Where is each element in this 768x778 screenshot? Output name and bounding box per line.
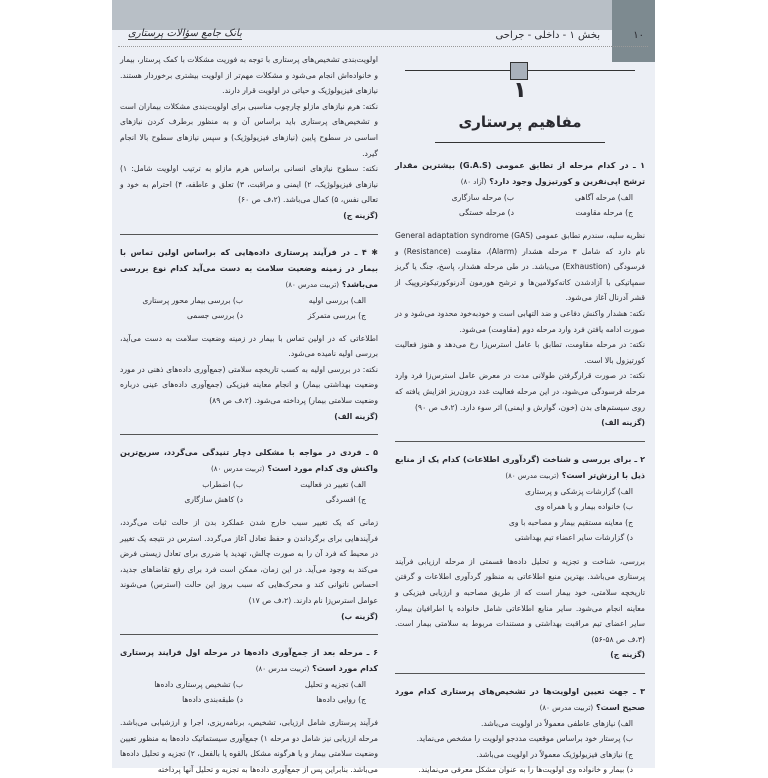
question-1-options: الف) مرحله آگاهی ب) مرحله سازگاری ج) مرحله مقاومت د) مرحله خستگی [451, 193, 633, 217]
question-6: ۶ ـ مرحله بعد از جمع‌آوری داده‌ها در مرحله اول فرایند پرستاری کدام مورد است؟ (تربیت مدرس ۸۰) [120, 648, 378, 674]
note: نکته: سطوح نیازهای انسانی براساس هرم مازلو به ترتیب اولویت شامل: ۱) نیازهای فیزیولوژیک، ۲) ایمنی و مراقبت، ۳) تعلق و عاطفه، ۴) احترام به خود و تعالی نفس، ۵) کمال می‌باشد. (۲،ف ص ۶۰) [120, 164, 378, 205]
question-4: ✱ ۴ ـ در فرآیند پرستاری داده‌هایی که براساس اولین تماس با بیمار در زمینه وضعیت سلامت به دست می‌آید کدام نوع بررسی می‌باشد؟ (تربیت مدرس ۸۰) [120, 247, 378, 289]
question-5: ۵ ـ فردی در مواجه با مشکلی دچار تنیدگی می‌گردد، سریع‌ترین واکنش وی کدام مورد است؟ (تربیت مدرس ۸۰) [120, 448, 378, 474]
answer-label: (گزینه ب) [341, 611, 378, 621]
left-column [120, 52, 378, 778]
divider [120, 634, 378, 635]
divider [435, 142, 605, 143]
answer-explanation: اطلاعاتی که در اولین تماس با بیمار در زمینه وضعیت سلامت به دست می‌آید، بررسی اولیه نامیده می‌شود. [120, 333, 378, 359]
question-2-options: الف) گزارشات پزشکی و پرستاری ب) خانواده بیمار و یا همراه وی ج) معاینه مستقیم بیمار و مصاحبه با وی د) گزارشات سایر اعضاء تیم بهداشتی [508, 486, 633, 543]
note: نکته: هرم نیازهای مازلو چارچوب مناسبی برای اولویت‌بندی مشکلات بیماران است و تشخیص‌های پرستاری باید براساس آن و به منظور برطرف کردن نیازهای اساسی در سطوح پایین (نیازهای فیزیولوژیک) و سپس نیازهای سطوح بالا انجام گیرد. [120, 101, 378, 158]
chapter-title: مفاهیم پرستاری [458, 113, 582, 131]
answer-explanation: بررسی، شناخت و تجزیه و تحلیل داده‌ها قسمتی از مرحله ارزیابی فرآیند پرستاری می‌باشد. بهترین منبع اطلاعاتی به منظور گردآوری اطلاعات و گرفتن تاریخچه سلامتی، خود بیمار است که از طریق مصاحبه و ارزیابی فیزیکی و معاینه انجام می‌شود. سایر منابع اطلاعاتی شامل خانواده یا اطرافیان بیمار، سایر اعضای تیم مراقبت بهداشتی و مستندات مربوط به سلامتی بیمار است. (۳،ف ص ۵۸-۵۶) [395, 556, 645, 644]
question-3: ۳ ـ جهت تعیین اولویت‌ها در تشخیص‌های پرستاری کدام مورد صحیح است؟ (تربیت مدرس ۸۰) [395, 686, 645, 712]
divider [120, 234, 378, 235]
answer-label: (گزینه الف) [601, 418, 645, 428]
note: نکته: در بررسی اولیه به کسب تاریخچه سلامتی (جمع‌آوری داده‌های ذهنی در مورد وضعیت بهداشتی بیمار) و انجام معاینه فیزیکی (جمع‌آوری داده‌های عینی درباره وضعیت سلامتی بیمار) پرداخته می‌شود. (۲،ف ص ۸۹) [120, 364, 378, 405]
note: نکته: در صورت قرارگرفتن طولانی مدت در معرض عامل استرس‌زا فرد وارد مرحله فرسودگی می‌شود، در این مرحله فعالیت غدد درون‌ریز افزایش یافته که روی سیستم‌های بدن (خون، گوارش و ایمنی) اثر سوء دارد. (۲،ف ص ۹۰) [395, 371, 645, 412]
divider [395, 441, 645, 442]
question-2: ۲ ـ برای بررسی و شناخت (گردآوری اطلاعات) کدام یک از منابع ذیل با ارزش‌تر است؟ (تربیت مدرس ۸۰) [395, 454, 645, 480]
question-4-options: الف) بررسی اولیه ب) بررسی بیمار محور پرستاری ج) بررسی متمرکز د) بررسی جسمی [142, 295, 366, 320]
note: نکته: در مرحله مقاومت، تطابق با عامل استرس‌زا رخ می‌دهد و هنوز فعالیت کورتیزول بالا است. [395, 340, 645, 365]
chapter-heading [395, 52, 645, 150]
page-number: ۱۰ [633, 30, 644, 41]
section-title: بخش ۱ - داخلی - جراحی [495, 30, 600, 41]
question-6-options: الف) تجزیه و تحلیل ب) تشخیص پرستاری داده‌ها ج) روایی داده‌ها د) طبقه‌بندی داده‌ها [154, 680, 366, 705]
note: نکته: هشدار واکنش دفاعی و ضد التهابی است و خودبه‌خود محدود می‌شود و در صورت ادامه یافتن فرد وارد مرحله دوم (مقاومت) می‌شود. [395, 308, 645, 334]
answer-label: (گزینه ج) [610, 650, 645, 660]
page-header [118, 30, 648, 47]
answer-explanation: اولویت‌بندی تشخیص‌های پرستاری با توجه به فوریت مشکلات با کمک پرستار، بیمار و خانواده‌اش انجام می‌شود و مشکلات مهم‌تر از اولویت بیشتری برخوردار هستند. نیازهای فیزیولوژیک و حیاتی در اولویت قرار دارند. [120, 55, 378, 96]
star-icon: ✱ [371, 247, 378, 257]
divider [395, 673, 645, 674]
divider [120, 434, 378, 435]
answer-explanation: نظریه سلیه، سندرم تطابق عمومی (GAS) General adaptation syndrome نام دارد که شامل ۳ مرحله هشدار (Alarm)، مقاومت (Resistance) و فرسودگی (Exhaustion) می‌باشد. در طی مرحله هشدار، پاسخ، جنگ یا گریز سمپاتیکی با آزادشدن کاته‌کولامین‌ها و ترشح هورمون آدرنوکورتیکوتروپیک از قشر آدرنال آغاز می‌شود. [395, 231, 645, 303]
book-title: بانک جامع سؤالات پرستاری [128, 28, 242, 39]
answer-explanation: فرآیند پرستاری شامل ارزیابی، تشخیص، برنامه‌ریزی، اجرا و ارزشیابی می‌باشد. مرحله ارزیابی نیز شامل دو مرحله ۱) جمع‌آوری سیستماتیک داده‌ها به منظور تعیین وضعیت سلامتی بیمار و یا هرگونه مشکل بالقوه یا بالفعل، ۲) تجزیه و تحلیل داده‌ها می‌باشد. بنابراین پس از جمع‌آوری داده‌ها به تجزیه و تحلیل آنها پرداخته [120, 718, 378, 775]
question-5-options: الف) تغییر در فعالیت ب) اضطراب ج) افسردگی د) کاهش سازگاری [184, 480, 366, 505]
answer-label: (گزینه ج) [343, 210, 378, 220]
answer-label: (گزینه الف) [334, 411, 378, 421]
question-1: ۱ ـ در کدام مرحله از تطابق عمومی (G.A.S) بیشترین مقدار ترشح اپی‌نفرین و کورتیزول وجود دارد؟ (آزاد ۸۰) [395, 161, 645, 186]
right-column [395, 52, 645, 778]
question-3-options: الف) نیازهای عاطفی معمولاً در اولویت می‌باشد. ب) پرستار خود براساس موقعیت مددجو اولویت را مشخص می‌نماید. ج) نیازهای فیزیولوژیک معمولاً در اولویت می‌باشد. د) بیمار و خانواده وی اولویت‌ها را به عنوان مشکل معرفی می‌نمایند. [416, 718, 633, 775]
chapter-number: ۱ [513, 78, 527, 103]
answer-explanation: زمانی که یک تغییر سبب خارج شدن عملکرد بدن از حالت ثبات می‌گردد، فرآیندهایی برای برگرداندن و حفظ تعادل آغاز می‌گردد. استرس در نتیجه یک تغییر در محیط که فرد آن را به صورت چالش، تهدید یا ضرری برای تعادل زیستی فرض می‌کند به وجود می‌آید. در این زمان، ممکن است فرد برای رفع تقاضاهای جدید، احساس ناتوانی کند و محرک‌هایی که سبب بروز این حالت (استرس) می‌شوند عوامل استرس‌زا نام دارند. (۲،ف ص ۱۷) [120, 518, 378, 606]
